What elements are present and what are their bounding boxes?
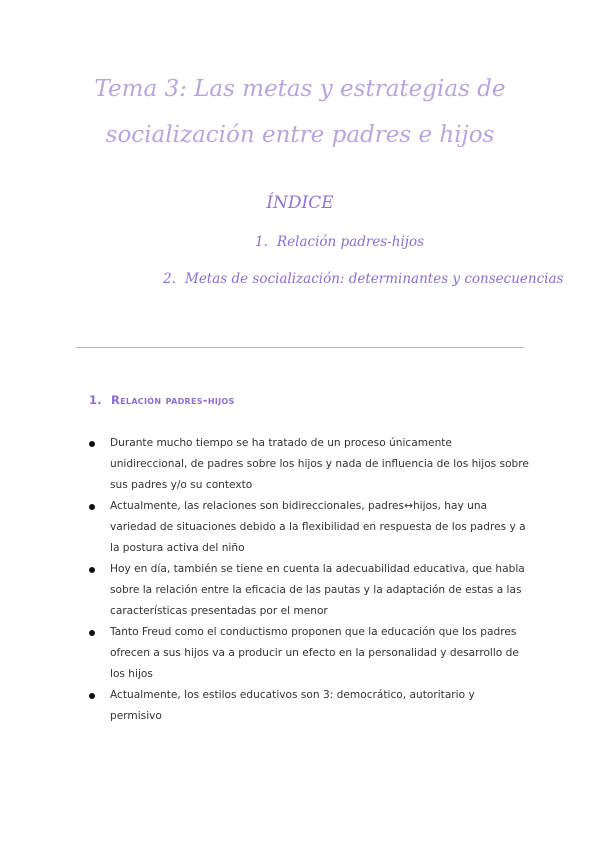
section-heading xyxy=(89,393,235,407)
list-item xyxy=(89,559,529,622)
bullet-text: Hoy en día, también se tiene en cuenta la adecuabilidad educativa, que habla sobre la relación entre la eficacia de las pautas y la adaptación de estas a las características presentadas por el menor xyxy=(110,563,525,617)
bullet-icon xyxy=(89,441,95,447)
section-divider xyxy=(76,347,524,348)
index-item-metas[interactable] xyxy=(163,271,563,287)
document-title: Tema 3: Las metas y estrategias de socialización entre padres e hijos xyxy=(94,76,506,148)
list-item xyxy=(89,496,529,559)
index-item-label: Relación padres-hijos xyxy=(277,234,425,250)
section-title: Relación padres-hijos xyxy=(111,393,235,407)
bullet-icon xyxy=(89,693,95,699)
bullet-text: Actualmente, las relaciones son bidireccionales, padres↔hijos, hay una variedad de situaciones debido a la flexibilidad en respuesta de los padres y a la postura activa del niño xyxy=(110,500,526,554)
section-number: 1. xyxy=(89,393,102,407)
bullet-icon xyxy=(89,630,95,636)
list-item xyxy=(89,433,529,496)
list-item xyxy=(89,622,529,685)
bullet-list xyxy=(89,433,529,727)
bullet-text: Durante mucho tiempo se ha tratado de un proceso únicamente unidireccional, de padres sobre los hijos y nada de influencia de los hijos sobre sus padres y/o su contexto xyxy=(110,437,529,491)
bullet-text: Actualmente, los estilos educativos son 3: democrático, autoritario y permisivo xyxy=(110,689,475,722)
bullet-icon xyxy=(89,567,95,573)
index-item-number: 2. xyxy=(163,271,176,287)
bullet-text: Tanto Freud como el conductismo proponen que la educación que los padres ofrecen a sus hijos va a producir un efecto en la personalidad y desarrollo de los hijos xyxy=(110,626,519,680)
bullet-icon xyxy=(89,504,95,510)
index-item-number: 1. xyxy=(255,234,268,250)
index-item-relacion[interactable] xyxy=(255,234,424,250)
index-item-label: Metas de socialización: determinantes y consecuencias xyxy=(185,271,564,287)
index-heading: ÍNDICE xyxy=(266,193,334,213)
list-item xyxy=(89,685,529,727)
